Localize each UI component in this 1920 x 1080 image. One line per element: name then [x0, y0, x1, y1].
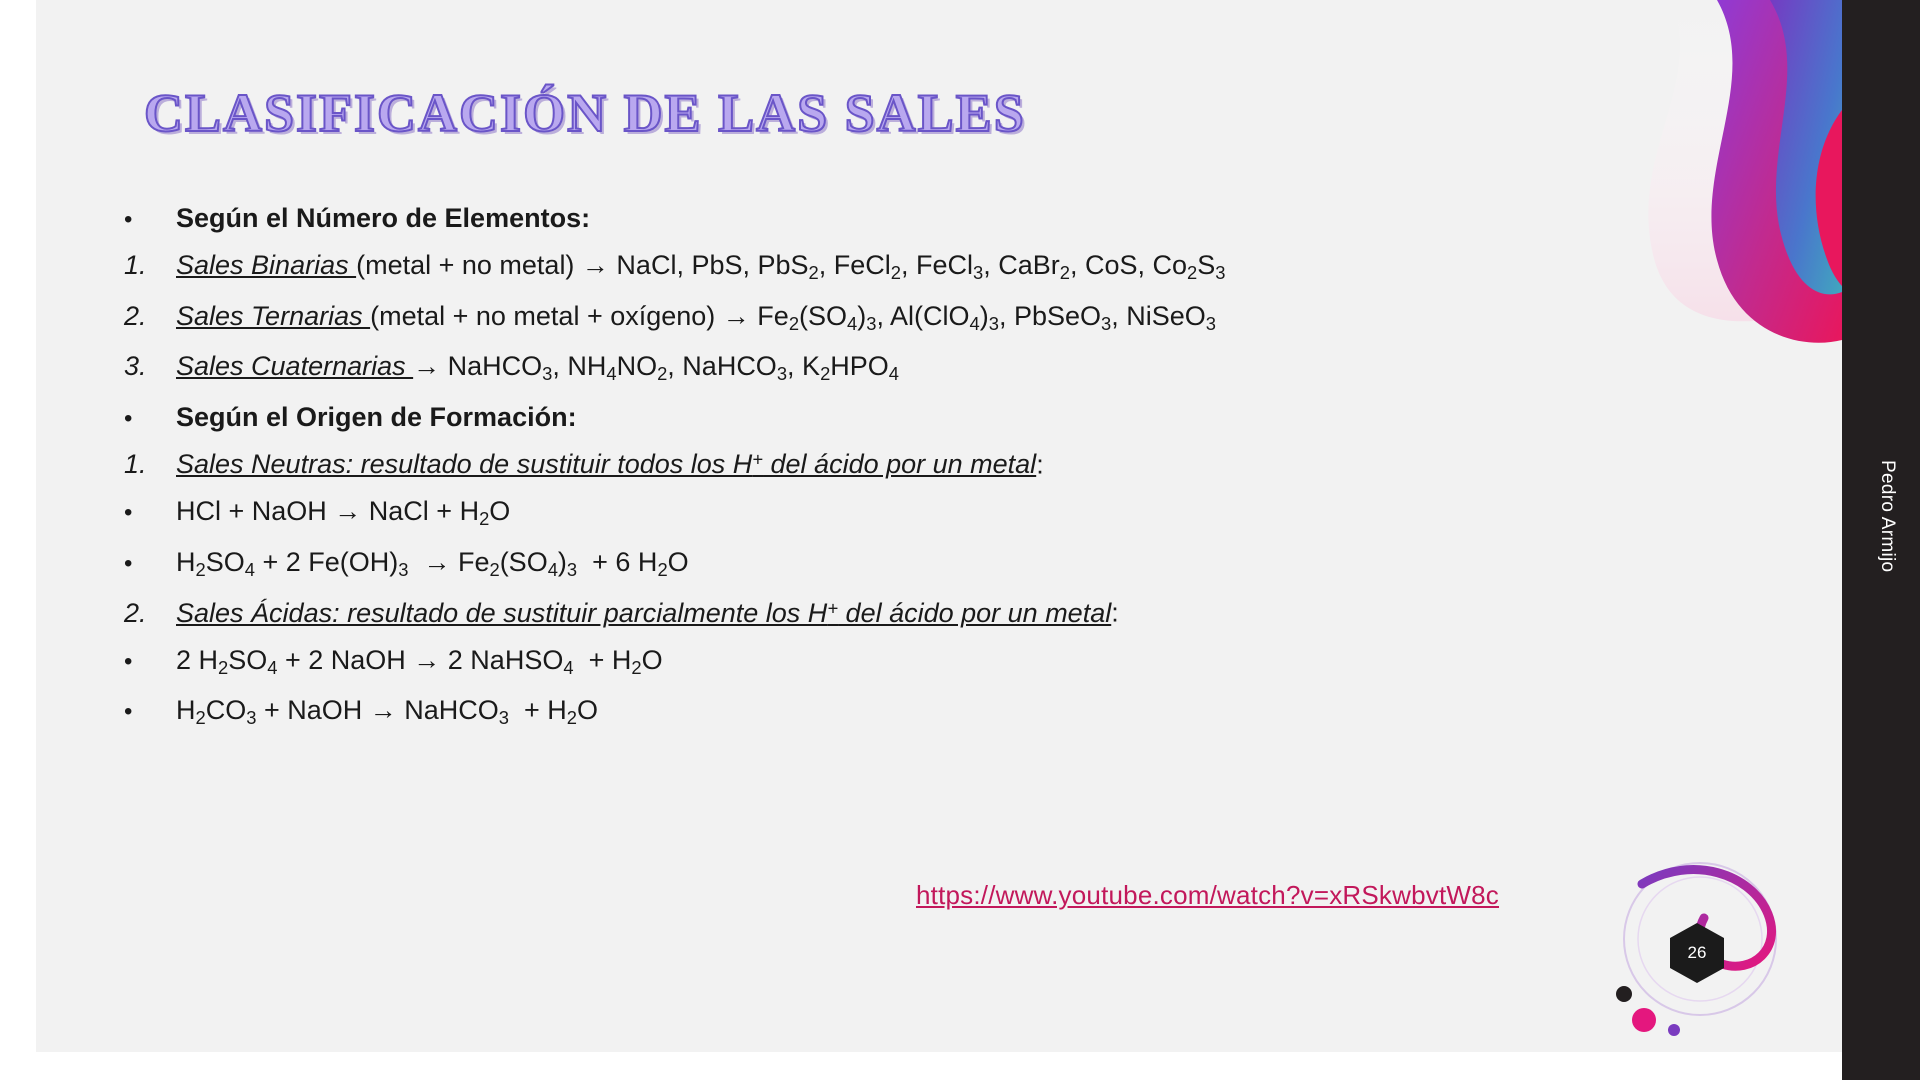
- number-marker: 1.: [124, 250, 147, 280]
- bullet-marker: •: [124, 499, 133, 527]
- body-line-text: $H_2CO_3$ + NaOH → NaHCO$_3$ + $H_2O$: [176, 695, 598, 729]
- number-marker: 2.: [124, 597, 147, 628]
- bullet-marker: •: [124, 647, 133, 675]
- number-marker: 2.: [124, 300, 147, 331]
- right-side-strip: [1842, 0, 1920, 1080]
- body-line-text: HCl + NaOH → NaCl + $H_2O$: [176, 496, 511, 530]
- body-line: [124, 546, 1684, 580]
- body-line: [124, 401, 1684, 432]
- bottom-margin: [0, 1052, 1842, 1080]
- body-line: [124, 353, 1684, 384]
- body-line-text: Según el Número de Elementos:: [176, 203, 591, 233]
- bullet-marker: •: [124, 404, 133, 432]
- bullet-marker: •: [124, 206, 133, 233]
- body-line: [124, 644, 1684, 679]
- body-line-text: Sales Ternarias (metal + no metal + oxígeno) → $Fe_2(SO_4)_3$, $Al(ClO_4)_3$, PbSeO$_3$, NiSeO$_3$: [176, 300, 1216, 334]
- page-number: 26: [1687, 943, 1707, 962]
- slide-title: CLASIFICACIÓN DE LAS SALES: [144, 83, 1026, 143]
- body-line-text: 2 $H_2SO_4 + 2$ NaOH → 2 NaHSO$_4$ + $H_2O$: [176, 644, 663, 679]
- body-line: [124, 697, 1684, 728]
- body-line: [124, 300, 1684, 334]
- left-margin: [0, 0, 36, 1080]
- body-line: [124, 498, 1684, 529]
- body-line-text: Sales Cuaternarias → NaHCO$_3$, $NH_4NO_2$, NaHCO$_3$, $K_2HPO_4$: [176, 351, 900, 385]
- bullet-marker: •: [124, 698, 133, 726]
- author-name: Pedro Armijo: [1877, 460, 1898, 573]
- slide-body: [124, 205, 1684, 748]
- number-marker: 1.: [124, 449, 147, 480]
- body-line-text: $H_2SO_4 + 2$ $Fe(OH)_3 \to Fe_2(SO_4)_3 + 6$ $H_2O$: [176, 546, 689, 580]
- body-line: [124, 448, 1684, 480]
- youtube-link[interactable]: https://www.youtube.com/watch?v=xRSkwbvtW8c: [916, 880, 1499, 910]
- number-marker: 3.: [124, 351, 147, 381]
- body-line: [124, 205, 1684, 232]
- body-line-text: Sales Ácidas: resultado de sustituir parcialmente los H+ del ácido por un metal:: [176, 597, 1119, 628]
- slide-canvas: [36, 0, 1842, 1052]
- body-line: [124, 599, 1684, 627]
- body-line-text: Según el Origen de Formación:: [176, 401, 577, 432]
- body-line: [124, 252, 1684, 283]
- bullet-marker: •: [124, 549, 133, 577]
- body-line-text: Sales Binarias (metal + no metal) → NaCl, PbS, PbS$_2$, FeCl$_2$, FeCl$_3$, CaBr$_2$, CoS, $Co_2S_3$: [176, 250, 1226, 284]
- body-line-text: Sales Neutras: resultado de sustituir todos los H+ del ácido por un metal:: [176, 448, 1044, 480]
